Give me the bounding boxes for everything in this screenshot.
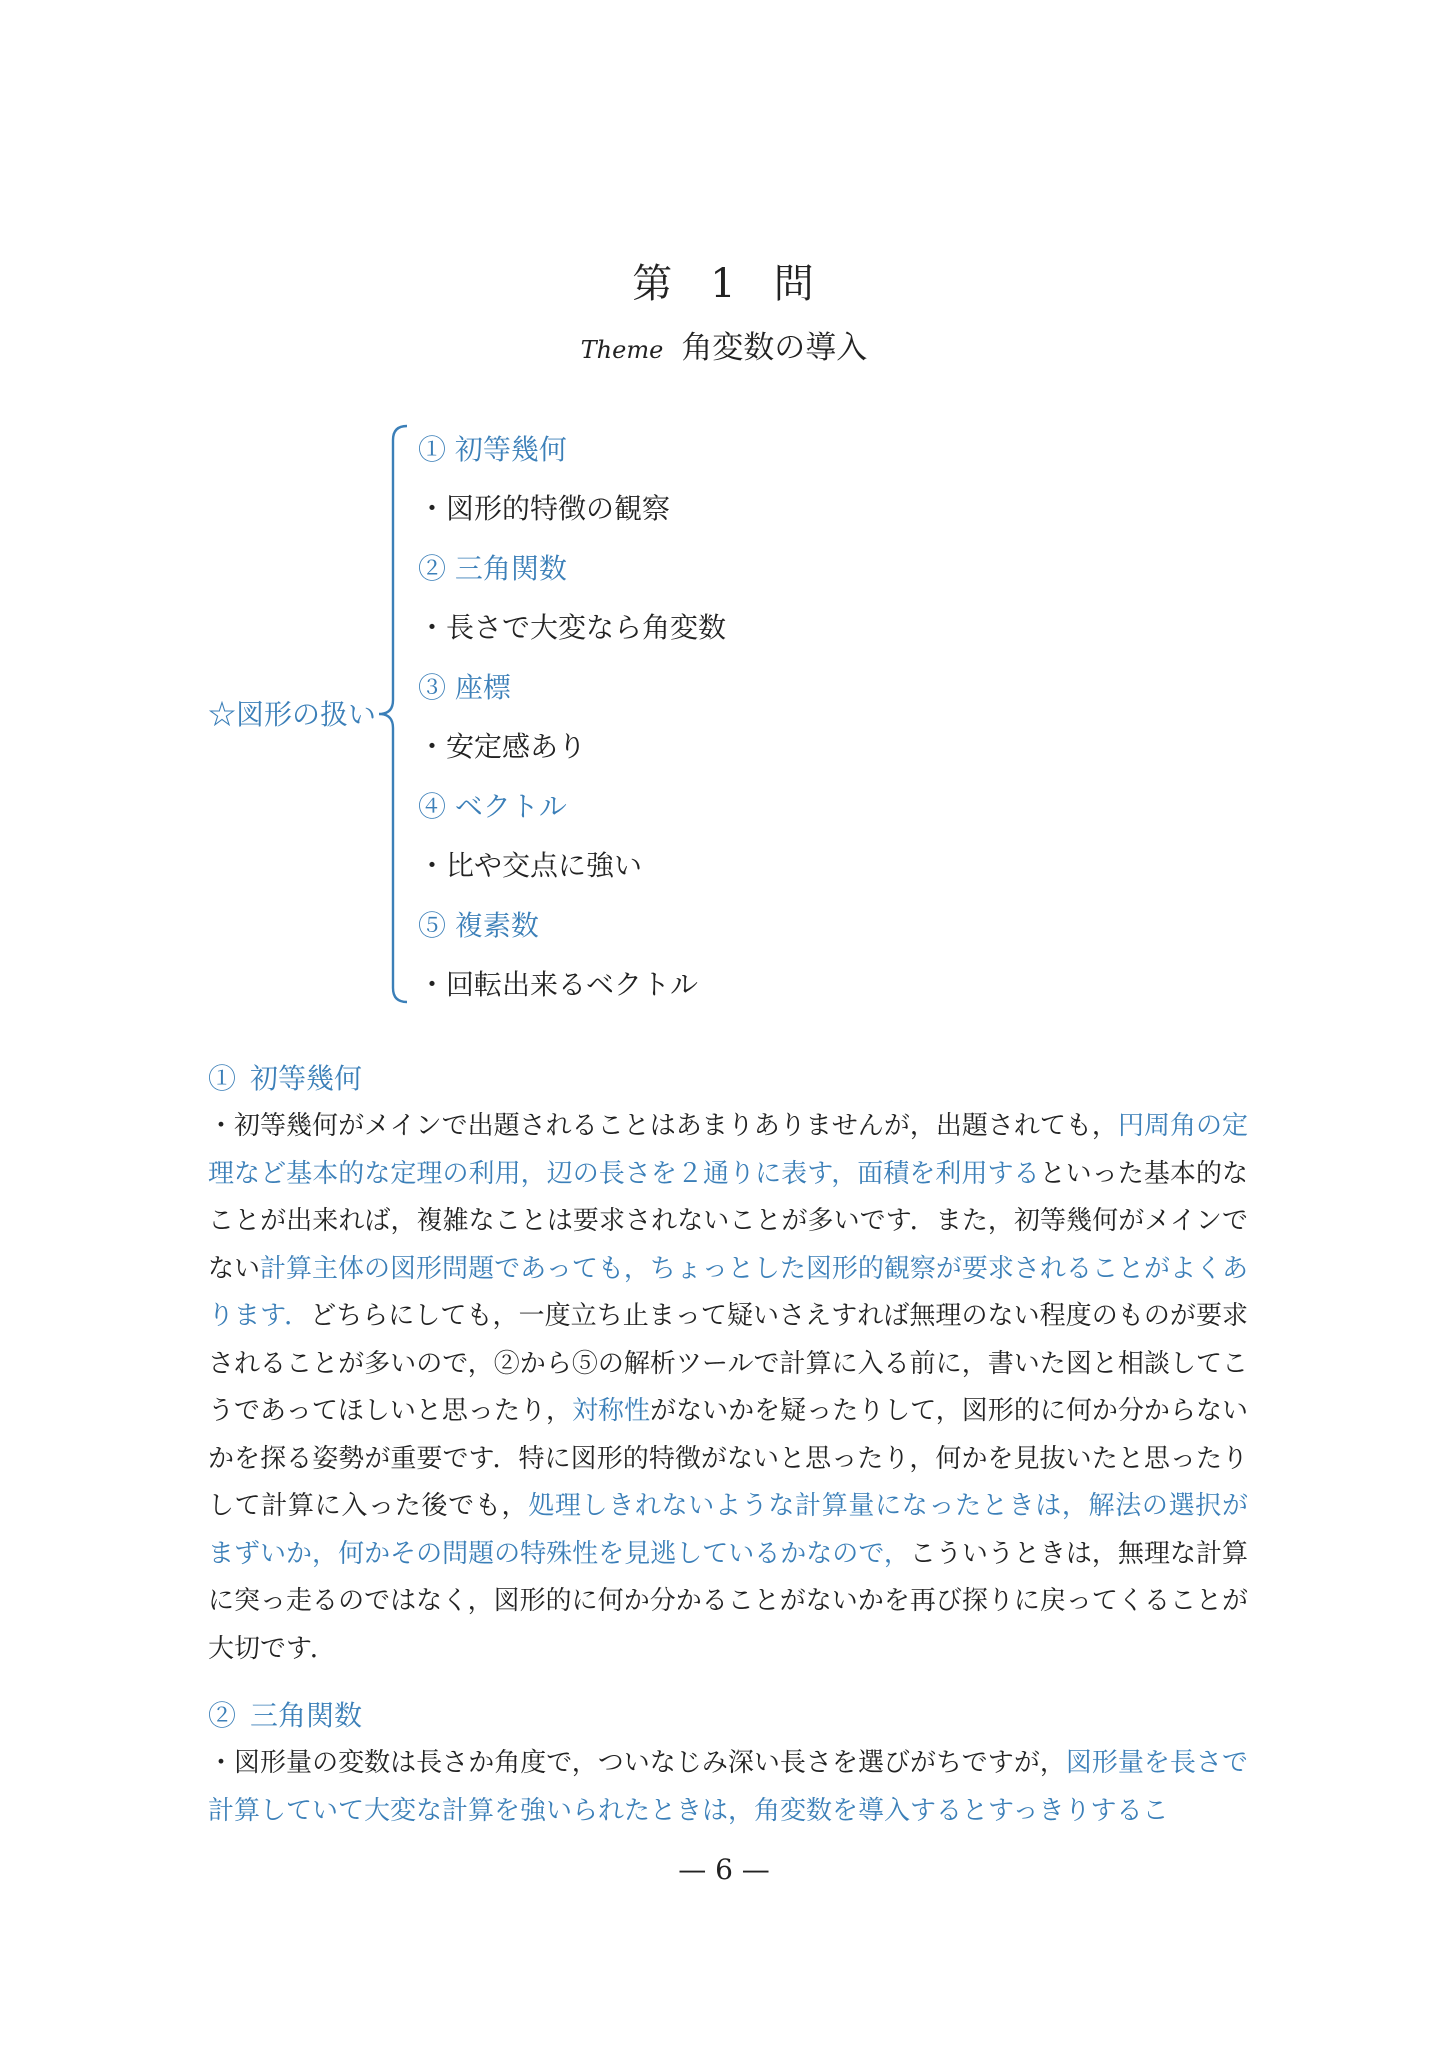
section-paragraph-elementary-geometry [208, 1103, 1248, 1673]
outline-item-heading-3: ③ 座標 [418, 671, 511, 704]
outline-item-point-3: ・安定感あり [418, 730, 587, 763]
text-run: といった基本的なことが出来れば，複雑なことは要求されないことが多いです．また，初等幾何がメインでない [208, 1158, 1248, 1284]
theme-label: Theme [580, 336, 664, 364]
outline-item-point-1: ・図形的特徴の観察 [418, 492, 671, 525]
highlighted-text: 処理しきれないような計算量になったときは，解法の選択がまずいか，何かその問題の特殊性を見逃しているかなので， [208, 1491, 1248, 1569]
outline-item-point-5: ・回転出来るベクトル [418, 968, 699, 1001]
page-number: — 6 — [678, 1853, 770, 1886]
highlighted-text: 図形量を長さで計算していて大変な計算を強いられたときは，角変数を導入するとすっきりするこ [208, 1748, 1248, 1826]
outline-root-label: ☆図形の扱い [208, 698, 377, 731]
text-run: こういうときは，無理な計算に突っ走るのではなく，図形的に何か分かることがないかを再び探りに戻ってくることが大切です． [208, 1538, 1248, 1664]
section-heading-trigonometry: ② 三角関数 [208, 1699, 363, 1732]
outline-item-heading-1: ① 初等幾何 [418, 433, 567, 466]
chapter-title-last: 問 [773, 261, 816, 307]
text-run: どちらにしても，一度立ち止まって疑いさえすれば無理のない程度のものが要求されることが多いので，②から⑤の解析ツールで計算に入る前に，書いた図と相談してこうであってほしいと思ったり， [208, 1301, 1248, 1426]
chapter-title-first: 第 [632, 261, 675, 307]
text-run: ・初等幾何がメインで出題されることはあまりありませんが，出題されても， [208, 1111, 1118, 1141]
highlighted-text: 計算主体の図形問題であっても，ちょっとした図形的観察が要求されることがよくあります． [208, 1253, 1248, 1331]
section-paragraph-trigonometry [208, 1740, 1248, 1835]
highlighted-text: 対称性 [572, 1396, 651, 1426]
outline-diagram [0, 0, 1448, 1020]
text-run: ・図形量の変数は長さか角度で，ついなじみ深い長さを選びがちですが， [208, 1748, 1066, 1778]
outline-item-heading-4: ④ ベクトル [418, 790, 567, 823]
outline-item-point-2: ・長さで大変なら角変数 [418, 611, 727, 644]
outline-item-heading-2: ② 三角関数 [418, 552, 567, 585]
highlighted-text: 円周角の定理など基本的な定理の利用，辺の長さを２通りに表す，面積を利用する [208, 1111, 1248, 1189]
section-heading-elementary-geometry: ① 初等幾何 [208, 1062, 363, 1095]
outline-item-point-4: ・比や交点に強い [418, 849, 643, 882]
theme-title: 角変数の導入 [681, 330, 868, 366]
outline-item-heading-5: ⑤ 複素数 [418, 909, 539, 942]
curly-brace-icon [375, 424, 411, 1004]
chapter-number: 1 [710, 261, 738, 307]
text-run: がないかを疑ったりして，図形的に何か分からないかを探る姿勢が重要です．特に図形的特徴がないと思ったり，何かを見抜いたと思ったりして計算に入った後でも， [208, 1396, 1248, 1521]
